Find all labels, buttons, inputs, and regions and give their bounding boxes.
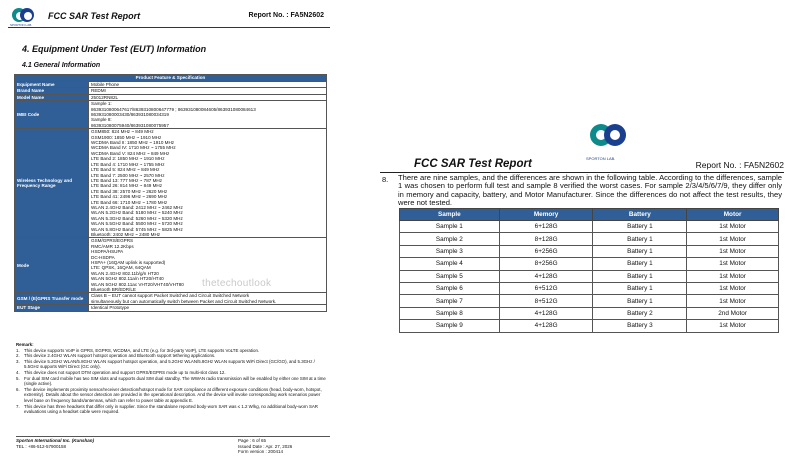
table-cell: 1st Motor — [687, 320, 779, 332]
remark-text: This device 2.4GHz WLAN support hotspot operation and Bluetooth support tethering applications. — [24, 353, 216, 359]
spec-row-value: Identical Prototype — [89, 305, 327, 311]
table-cell: Battery 1 — [593, 258, 687, 270]
table-row — [400, 295, 779, 307]
spec-value-line: LTE Band 66: 1710 MHz ~ 1780 MHz — [91, 199, 168, 205]
spec-value-line: LTE Band 4: 1710 MHz ~ 1755 MHz — [91, 161, 165, 167]
table-cell: 1st Motor — [687, 282, 779, 294]
table-cell: Sample 1 — [400, 221, 500, 233]
spec-value-line: GSM/GPRS/EGPRS — [91, 238, 134, 244]
spec-value-line: LTE Band 13: 777 MHz ~ 787 MHz — [91, 177, 163, 183]
spec-value-line: Class B – EUT cannot support Packet Switched and Circuit Switched Network — [91, 293, 250, 299]
table-cell: 1st Motor — [687, 233, 779, 245]
footer-meta — [238, 438, 292, 455]
table-cell: Sample 7 — [400, 295, 500, 307]
spec-row-label: Equipment Name — [15, 82, 89, 88]
table-cell: 4+128G — [499, 270, 593, 282]
column-header-battery: Battery — [593, 209, 687, 221]
spec-row-label: IMEI Code — [15, 101, 89, 129]
table-cell: Sample 8 — [400, 307, 500, 319]
report-title: FCC SAR Test Report — [414, 158, 532, 170]
logo-caption: SPORTON LAB. — [586, 156, 616, 161]
samples-description: There are nine samples, and the differences are shown in the following table. According to the differences, sample 1 was chosen to perform full test and sample 8 verified the worst cases. For sample 2/3/4/5/6/7/9, they differ only in memory and capacity, battery, and Motor Manufacturer. Since the differences do not affect the test results, they were not tested. — [398, 173, 782, 208]
footer-page: Page : 6 of 65 — [238, 438, 267, 443]
spec-row — [15, 293, 327, 305]
table-cell: 8+512G — [499, 295, 593, 307]
left-document-page — [8, 4, 330, 455]
remark-number: 6. — [16, 386, 20, 392]
remark-number: 4. — [16, 369, 20, 375]
table-cell: 1st Motor — [687, 258, 779, 270]
spec-value-line: WLAN 5.5GHz Band: 5500 MHz ~ 5720 MHz — [91, 221, 183, 227]
table-cell: 4+128G — [499, 320, 593, 332]
spec-value-line: Bluetooth: 2402 MHz ~ 2480 MHz — [91, 231, 161, 237]
table-cell: Battery 1 — [593, 282, 687, 294]
spec-value-line: WCDMA Band IV: 1710 MHz ~ 1755 MHz — [91, 145, 176, 151]
footer-form: Form version : 200414 — [238, 449, 284, 455]
table-cell: Sample 4 — [400, 258, 500, 270]
spec-row — [15, 238, 327, 293]
spec-row — [15, 129, 327, 238]
spec-value-line: GSM850: 824 MHz ~ 849 MHz — [91, 129, 154, 135]
samples-table — [399, 208, 779, 333]
table-cell: 4+128G — [499, 307, 593, 319]
spec-row-label: Wireless Technology and Frequency Range — [15, 129, 89, 238]
footer-issued: Issued Date : Apr. 27, 2026 — [238, 443, 293, 449]
remark-text: This device 5.2GHz WLAN/5.8GHz WLAN support hotspot operation, and 5.2GHz WLAN/5.8GHz WLAN supports WiFi Direct (GC/GO), and 5.3GHz / 5.5GHz supports WiFi Direct (GC only). — [24, 358, 315, 370]
spec-row-value — [89, 129, 327, 238]
spec-value-line: 863931080003430/863931080034319 — [91, 112, 169, 118]
spec-row-label: Mode — [15, 238, 89, 293]
remark-text: This device supports VoIP in GPRS, EGPRS, WCDMA, and LTE (e.g. for 3rd-party VoIP), LTE supports VoLTE operation. — [24, 347, 260, 353]
spec-table — [14, 74, 327, 312]
remark-text: This device has three headsets that differ only in supplier. Since the standalone reported body-worn SAR was ≤ 1.2 W/kg, no additional body-worn SAR evaluations using a headset cable were required. — [24, 403, 318, 415]
spec-value-line: Bluetooth BR/EDR/LE — [91, 287, 136, 293]
page-header — [8, 6, 330, 28]
table-cell: 1st Motor — [687, 245, 779, 257]
spec-value-line: WCDMA Band II: 1850 MHz ~ 1910 MHz — [91, 140, 175, 146]
spec-row-label: Brand Name — [15, 88, 89, 94]
logo-caption: SPORTON LAB. — [10, 23, 33, 27]
table-cell: 1st Motor — [687, 270, 779, 282]
table-cell: 6+512G — [499, 282, 593, 294]
spec-value-line: WLAN 5.3GHz Band: 5260 MHz ~ 5320 MHz — [91, 215, 183, 221]
column-header-memory: Memory — [499, 209, 593, 221]
table-row — [400, 233, 779, 245]
watermark — [202, 278, 271, 289]
spec-row-label: GSM / (E)GPRS Transfer mode — [15, 293, 89, 305]
spec-value-line: LTE Band 26: 814 MHz ~ 849 MHz — [91, 183, 163, 189]
remark-item — [16, 359, 326, 370]
table-cell: 2nd Motor — [687, 307, 779, 319]
remark-text: For dual SIM card mobile has two SIM slots and supports dual SIM dual standby. The WWAN radio transmission will be enabled by either one SIM at a time (single active). — [24, 375, 326, 387]
spec-value-line: WLAN 5.8GHz Band: 5745 MHz ~ 5825 MHz — [91, 226, 183, 232]
footer-tel: TEL : +86-512-57900158 — [16, 443, 66, 449]
spec-value-line: HSPA+ (16QAM uplink is supported) — [91, 260, 166, 265]
column-header-sample: Sample — [400, 209, 500, 221]
remark-number: 5. — [16, 375, 20, 381]
table-cell: 1st Motor — [687, 295, 779, 307]
remark-number: 2. — [16, 353, 20, 359]
remark-block — [16, 342, 326, 415]
remark-list — [16, 348, 326, 415]
spec-value-line: LTE Band 7: 2500 MHz ~ 2570 MHz — [91, 172, 165, 178]
spec-value-line: DC-HSDPA — [91, 254, 115, 260]
remark-number: 7. — [16, 403, 20, 409]
table-cell: 8+256G — [499, 258, 593, 270]
spec-value-line: Sample 8: — [91, 117, 112, 123]
watermark-text: thetechoutlook — [202, 278, 272, 289]
spec-row-value: 25012RN82L — [89, 94, 327, 100]
page-footer — [16, 436, 330, 455]
spec-table-header: Product Feature & Specification — [15, 75, 327, 82]
section-title: 4. Equipment Under Test (EUT) Information — [22, 44, 207, 54]
table-cell: Battery 1 — [593, 233, 687, 245]
spec-value-line: RMC/AMR 12.2Kbps — [91, 243, 134, 249]
spec-value-line: WLAN 5.2GHz Band: 5180 MHz ~ 5240 MHz — [91, 210, 183, 216]
right-document-page — [366, 112, 792, 352]
table-cell: Battery 3 — [593, 320, 687, 332]
spec-row-value: Mobile Phone — [89, 82, 327, 88]
remark-text: The device implements proximity sensor/receiver detection/hotspot mode for SAR compliance at different exposure conditions (head, body-worn, hotspot, extremity). Details about the sensor detection are provided in the operational description. And the device will invoke corresponding work scenarios power level base on frequency bands/antennas, which can refer to power table at appendix E. — [24, 386, 322, 403]
remark-title: Remark: — [16, 342, 34, 347]
table-cell: 6+128G — [499, 221, 593, 233]
table-row — [400, 282, 779, 294]
table-cell: Sample 2 — [400, 233, 500, 245]
table-cell: Sample 6 — [400, 282, 500, 294]
table-row — [400, 221, 779, 233]
spec-value-line: LTE Band 2: 1850 MHz ~ 1910 MHz — [91, 156, 165, 162]
spec-value-line: WLAN 5GHz 802.11ac VHT20/VHT40/VHT80 — [91, 281, 184, 287]
spec-value-line: LTE Band 41: 2496 MHz ~ 2690 MHz — [91, 194, 168, 200]
header-report-no: Report No. : FA5N2602 — [248, 12, 324, 19]
spec-value-line: HSDPA/HSUPA — [91, 249, 124, 255]
spec-row-value — [89, 293, 327, 305]
spec-value-line: simultaneously but can automatically switch between Packet and Circuit Switched Network. — [91, 298, 277, 304]
table-cell: Battery 1 — [593, 245, 687, 257]
table-row — [400, 307, 779, 319]
remark-number: 3. — [16, 358, 20, 364]
table-cell: 6+256G — [499, 245, 593, 257]
spec-row-label: Model Name — [15, 94, 89, 100]
spec-value-line: WLAN 2.4GHz Band: 2412 MHz ~ 2462 MHz — [91, 204, 183, 210]
spec-value-line: 863931080075940/863931080075957 — [91, 122, 169, 128]
spec-row — [15, 101, 327, 129]
table-cell: 1st Motor — [687, 221, 779, 233]
table-row — [400, 320, 779, 332]
spec-value-line: LTE Band 38: 2570 MHz ~ 2620 MHz — [91, 188, 168, 194]
spec-value-line: 8639310800647617/8639310800647779 ; 863931080084605/863931080084613 — [91, 106, 256, 112]
spec-row-value: REDMI — [89, 88, 327, 94]
spec-value-line: WCDMA Band V: 824 MHz ~ 849 MHz — [91, 150, 170, 156]
report-number: Report No. : FA5N2602 — [695, 160, 784, 170]
remark-number: 1. — [16, 347, 20, 353]
table-cell: Battery 2 — [593, 307, 687, 319]
remark-item — [16, 387, 326, 404]
item-number: 8. — [382, 175, 389, 184]
remark-text: This device does not support DTM operation and support GPRS/EGPRS mode up to multi-slot class 12. — [24, 369, 226, 375]
spec-value-line: WLAN 2.4GHz 802.11b/g/n HT20 — [91, 270, 159, 276]
table-cell: Battery 1 — [593, 221, 687, 233]
table-cell: Sample 9 — [400, 320, 500, 332]
table-cell: Battery 1 — [593, 295, 687, 307]
table-row — [400, 245, 779, 257]
column-header-motor: Motor — [687, 209, 779, 221]
remark-item — [16, 376, 326, 387]
remark-item — [16, 404, 326, 415]
spec-value-line: LTE Band 5: 824 MHz ~ 849 MHz — [91, 167, 160, 173]
table-cell: 8+128G — [499, 233, 593, 245]
footer-company: Sporton International Inc. (Kunshan) — [16, 438, 94, 443]
spec-row-label: EUT Stage — [15, 305, 89, 311]
spec-value-line: LTE: QPSK, 16QAM, 64QAM — [91, 265, 151, 271]
header-title: FCC SAR Test Report — [48, 11, 141, 21]
table-row — [400, 270, 779, 282]
spec-row-value — [89, 101, 327, 129]
table-cell: Battery 1 — [593, 270, 687, 282]
spec-value-line: Sample 1: — [91, 101, 112, 107]
spec-value-line: GSM1900: 1850 MHz ~ 1910 MHz — [91, 134, 162, 140]
table-cell: Sample 5 — [400, 270, 500, 282]
spec-value-line: WLAN 5GHz 802.11a/n HT20/HT40 — [91, 276, 164, 282]
spec-row — [15, 305, 327, 311]
table-row — [400, 258, 779, 270]
table-cell: Sample 3 — [400, 245, 500, 257]
subsection-title: 4.1 General Information — [22, 62, 101, 69]
